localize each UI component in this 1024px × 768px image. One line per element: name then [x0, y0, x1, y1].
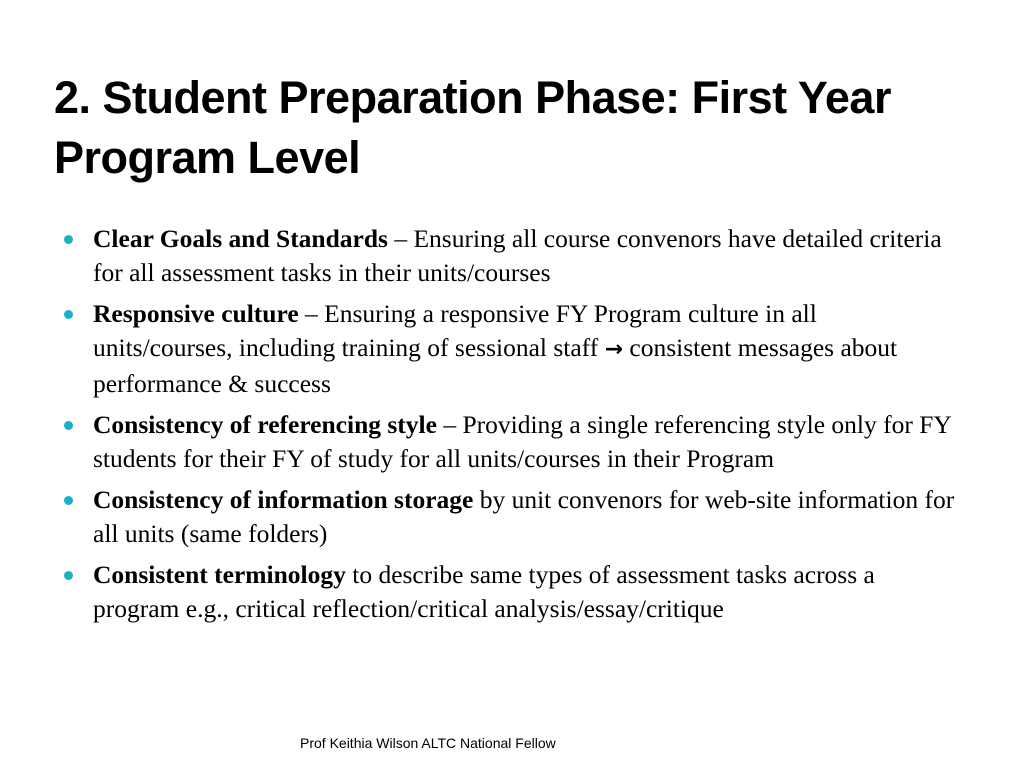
bullet-dot-icon — [64, 310, 73, 319]
bullet-term: Responsive culture — [93, 299, 299, 328]
bullet-dot-icon — [64, 496, 73, 505]
slide-title: 2. Student Preparation Phase: First Year Program Level — [54, 72, 891, 183]
bullet-dot-icon — [64, 571, 73, 580]
bullet-term: Consistency of information storage — [93, 485, 474, 514]
right-arrow-icon: → — [604, 337, 624, 362]
footer-credit: Prof Keithia Wilson ALTC National Fellow — [300, 735, 556, 751]
bullet-text: – Providing a single referencing style only for FY students for their FY of study for all units/courses in their Program — [93, 410, 951, 473]
bullet-list — [60, 222, 960, 633]
bullet-item-terminology — [60, 558, 960, 626]
bullet-dot-icon — [64, 235, 73, 244]
bullet-text: – Ensuring a responsive FY Program culture in all units/courses, including training of sessional staff — [93, 299, 817, 362]
bullet-term: Consistency of referencing style — [93, 410, 437, 439]
bullet-text-after: consistent messages about performance & success — [93, 333, 898, 398]
bullet-text: – Ensuring all course convenors have detailed criteria for all assessment tasks in their units/courses — [93, 224, 942, 287]
bullet-item-referencing-style — [60, 408, 960, 476]
bullet-item-responsive-culture — [60, 297, 960, 401]
bullet-text: by unit convenors for web-site information for all units (same folders) — [93, 485, 955, 548]
bullet-item-information-storage — [60, 483, 960, 551]
bullet-term: Clear Goals and Standards — [93, 224, 388, 253]
bullet-text: to describe same types of assessment tasks across a program e.g., critical reflection/critical analysis/essay/critique — [93, 560, 875, 623]
bullet-item-clear-goals — [60, 222, 960, 290]
bullet-term: Consistent terminology — [93, 560, 346, 589]
bullet-dot-icon — [64, 421, 73, 430]
